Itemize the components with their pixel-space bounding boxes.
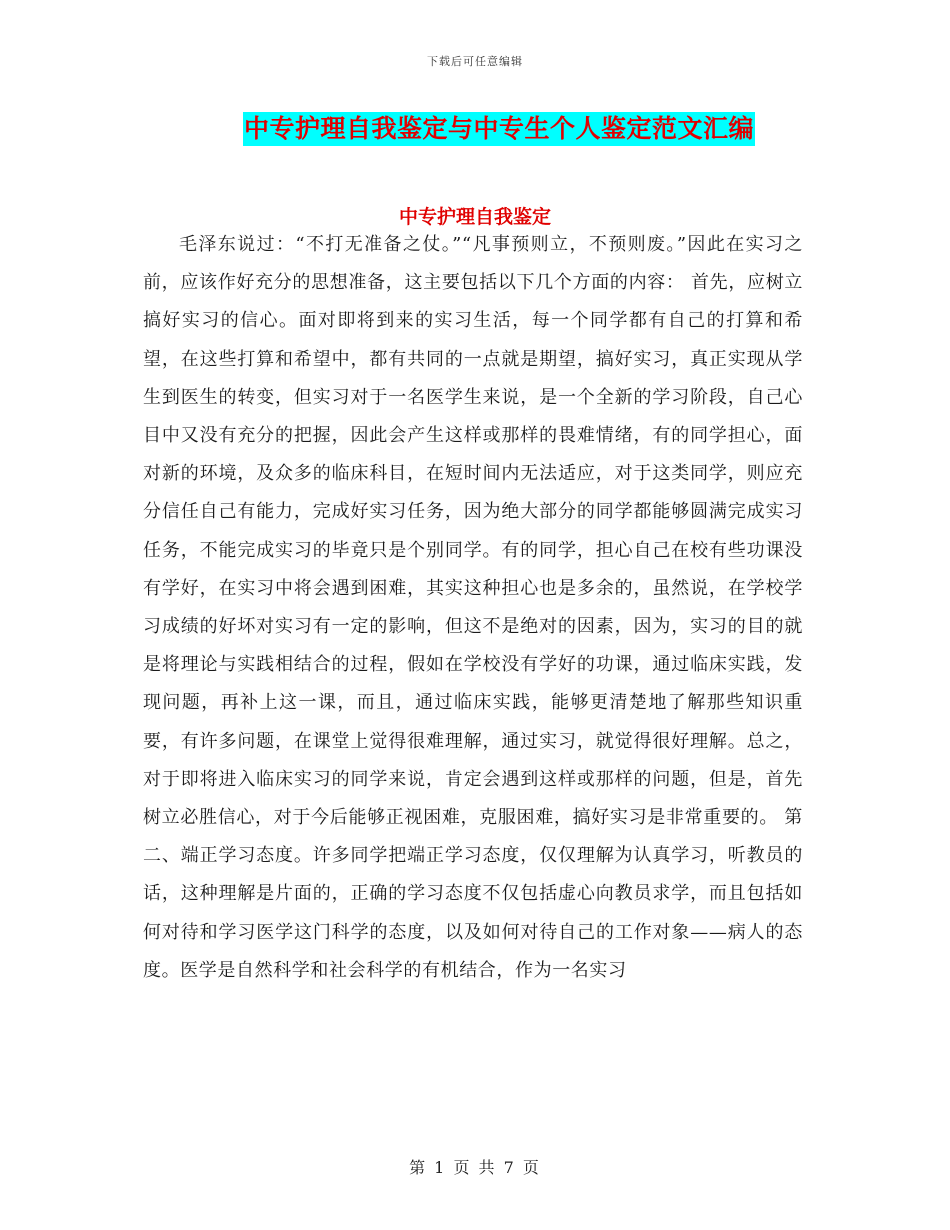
section-title: 中专护理自我鉴定: [398, 206, 551, 228]
header-note: 下载后可任意编辑: [427, 55, 523, 68]
main-title-container: [0, 112, 950, 146]
page-number-footer: 第 1 页 共 7 页: [409, 1158, 541, 1177]
main-title: 中专护理自我鉴定与中专生个人鉴定范文汇编: [243, 112, 755, 146]
body-paragraph: 毛泽东说过：“不打无准备之仗。”“凡事预则立，不预则废。”因此在实习之前，应该作好充分的思想准备，这主要包括以下几个方面的内容： 首先，应树立搞好实习的信心。面对即将到来的实习生活，每一个同学都有自己的打算和希望，在这些打算和希望中，都有共同的一点就是期望，搞好实习，真正实现从学生到医生的转变，但实习对于一名医学生来说，是一个全新的学习阶段，自己心目中又没有充分的把握，因此会产生这样或那样的畏难情绪，有的同学担心，面对新的环境，及众多的临床科目，在短时间内无法适应，对于这类同学，则应充分信任自己有能力，完成好实习任务，因为绝大部分的同学都能够圆满完成实习任务，不能完成实习的毕竟只是个别同学。有的同学，担心自己在校有些功课没有学好，在实习中将会遇到困难，其实这种担心也是多余的，虽然说，在学校学习成绩的好坏对实习有一定的影响，但这不是绝对的因素，因为，实习的目的就是将理论与实践相结合的过程，假如在学校没有学好的功课，通过临床实践，发现问题，再补上这一课，而且，通过临床实践，能够更清楚地了解那些知识重要，有许多问题，在课堂上觉得很难理解，通过实习，就觉得很好理解。总之，对于即将进入临床实习的同学来说，肯定会遇到这样或那样的问题，但是，首先树立必胜信心，对于今后能够正视困难，克服困难，搞好实习是非常重要的。 第二、端正学习态度。许多同学把端正学习态度，仅仅理解为认真学习，听教员的话，这种理解是片面的，正确的学习态度不仅包括虚心向教员求学，而且包括如何对待和学习医学这门科学的态度，以及如何对待自己的工作对象——病人的态度。医学是自然科学和社会科学的有机结合，作为一名实习: [143, 234, 803, 981]
